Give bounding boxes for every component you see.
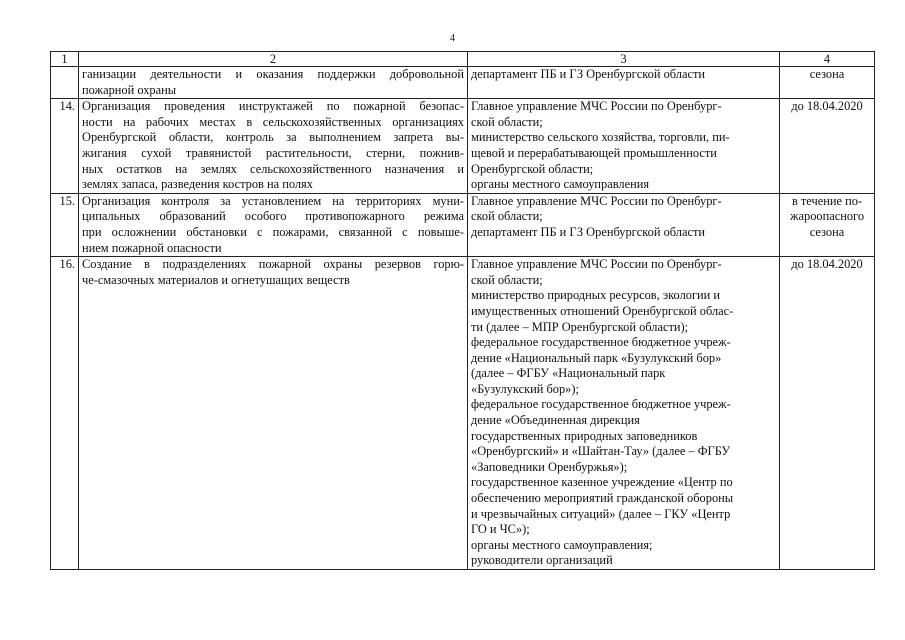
responsible-text-line: ской области; bbox=[471, 114, 543, 129]
task-text-line: пожарной охраны bbox=[82, 82, 177, 97]
deadline-text-line: сезона bbox=[809, 67, 845, 81]
responsible-text-line: государственных природных заповедников bbox=[471, 428, 698, 443]
task-text-line: Организация контроля за установлением на территориях муни- bbox=[82, 193, 464, 208]
header-col-2: 2 bbox=[79, 52, 468, 67]
responsible-text bbox=[468, 193, 780, 256]
responsible-text-line: (далее – ФГБУ «Национальный парк bbox=[471, 366, 666, 381]
deadline-text-line: в течение по- bbox=[791, 193, 863, 208]
table-row bbox=[51, 257, 875, 570]
responsible-text-line: «Бузулукский бор»); bbox=[471, 381, 579, 396]
responsible-text-line: Главное управление МЧС России по Оренбург- bbox=[471, 257, 722, 272]
responsible-text-line: ской области; bbox=[471, 209, 543, 224]
responsible-text-line: имущественных отношений Оренбургской облас- bbox=[471, 303, 734, 318]
task-text-line: Оренбургской области, контроль за выполнением запрета вы- bbox=[82, 130, 464, 145]
responsible-text-line: ГО и ЧС»); bbox=[471, 522, 530, 537]
task-text-line: ганизации деятельности и оказания поддержки добровольной bbox=[82, 67, 464, 81]
responsible-text bbox=[468, 257, 780, 570]
responsible-text-line: дение «Национальный парк «Бузулукский бор» bbox=[471, 350, 722, 365]
responsible-text-line: органы местного самоуправления; bbox=[471, 537, 653, 552]
responsible-text-line: и чрезвычайных ситуаций» (далее – ГКУ «Центр bbox=[471, 506, 731, 521]
task-text bbox=[79, 193, 468, 256]
deadline-text bbox=[780, 193, 875, 256]
task-text bbox=[79, 67, 468, 99]
deadline-text-line: до 18.04.2020 bbox=[791, 99, 863, 114]
responsible-text-line: министерство сельского хозяйства, торговли, пи- bbox=[471, 130, 730, 145]
header-row bbox=[51, 52, 875, 67]
responsible-text-line: Главное управление МЧС России по Оренбург- bbox=[471, 99, 722, 114]
task-text bbox=[79, 257, 468, 570]
task-text bbox=[79, 99, 468, 194]
header-col-1: 1 bbox=[51, 52, 79, 67]
responsible-text-line: федеральное государственное бюджетное учреж- bbox=[471, 397, 731, 412]
responsible-text-line: государственное казенное учреждение «Центр по bbox=[471, 475, 733, 490]
row-number: 14. bbox=[51, 99, 79, 194]
deadline-text-line: до 18.04.2020 bbox=[791, 257, 863, 272]
responsible-text-line: ти (далее – МПР Оренбургской области); bbox=[471, 319, 689, 334]
responsible-text-line: Оренбургской области; bbox=[471, 161, 594, 176]
task-text-line: нием пожарной опасности bbox=[82, 240, 222, 255]
task-text-line: ности на рабочих местах в сельскохозяйственных организациях bbox=[82, 114, 464, 129]
task-text-line: жигания сухой травянистой растительности, стерни, пожнив- bbox=[82, 145, 464, 160]
measures-table bbox=[50, 51, 875, 570]
responsible-text-line: щевой и перерабатывающей промышленности bbox=[471, 145, 717, 160]
task-text-line: ных остатков на землях сельскохозяйственного назначения и bbox=[82, 161, 464, 176]
deadline-text bbox=[780, 99, 875, 194]
responsible-text bbox=[468, 99, 780, 194]
deadline-text-line: сезона bbox=[809, 224, 845, 239]
task-text-line: Создание в подразделениях пожарной охраны резервов горю- bbox=[82, 257, 464, 272]
responsible-text-line: федеральное государственное бюджетное учреж- bbox=[471, 335, 731, 350]
responsible-text-line: «Заповедники Оренбуржья»); bbox=[471, 459, 628, 474]
row-number: 15. bbox=[51, 193, 79, 256]
responsible-text-line: Главное управление МЧС России по Оренбург- bbox=[471, 193, 722, 208]
task-text-line: че-смазочных материалов и огнетушащих веществ bbox=[82, 272, 350, 287]
responsible-text-line: дение «Объединенная дирекция bbox=[471, 413, 640, 428]
deadline-text bbox=[780, 67, 875, 99]
row-number bbox=[51, 67, 79, 99]
responsible-text-line: департамент ПБ и ГЗ Оренбургской области bbox=[471, 224, 705, 239]
row-number: 16. bbox=[51, 257, 79, 570]
responsible-text-line: министерство природных ресурсов, экологии и bbox=[471, 288, 721, 303]
task-text-line: Организация проведения инструктажей по пожарной безопас- bbox=[82, 99, 464, 114]
deadline-text-line: жароопасного bbox=[789, 209, 865, 224]
page-number: 4 bbox=[450, 33, 455, 44]
table-row bbox=[51, 67, 875, 99]
task-text-line: землях запаса, разведения костров на полях bbox=[82, 177, 313, 192]
table-row bbox=[51, 99, 875, 194]
task-text-line: ципальных образований особого противопожарного режима bbox=[82, 209, 464, 224]
responsible-text-line: «Оренбургский» и «Шайтан-Тау» (далее – ФГБУ bbox=[471, 444, 731, 459]
deadline-text bbox=[780, 257, 875, 570]
table-row bbox=[51, 193, 875, 256]
responsible-text-line: обеспечению мероприятий гражданской обороны bbox=[471, 491, 734, 506]
header-col-4: 4 bbox=[780, 52, 875, 67]
responsible-text-line: руководители организаций bbox=[471, 553, 613, 568]
responsible-text-line: ской области; bbox=[471, 272, 543, 287]
responsible-text-line: департамент ПБ и ГЗ Оренбургской области bbox=[471, 67, 705, 81]
responsible-text bbox=[468, 67, 780, 99]
header-col-3: 3 bbox=[468, 52, 780, 67]
task-text-line: при осложнении обстановки с пожарами, связанной с повыше- bbox=[82, 224, 464, 239]
responsible-text-line: органы местного самоуправления bbox=[471, 177, 650, 192]
